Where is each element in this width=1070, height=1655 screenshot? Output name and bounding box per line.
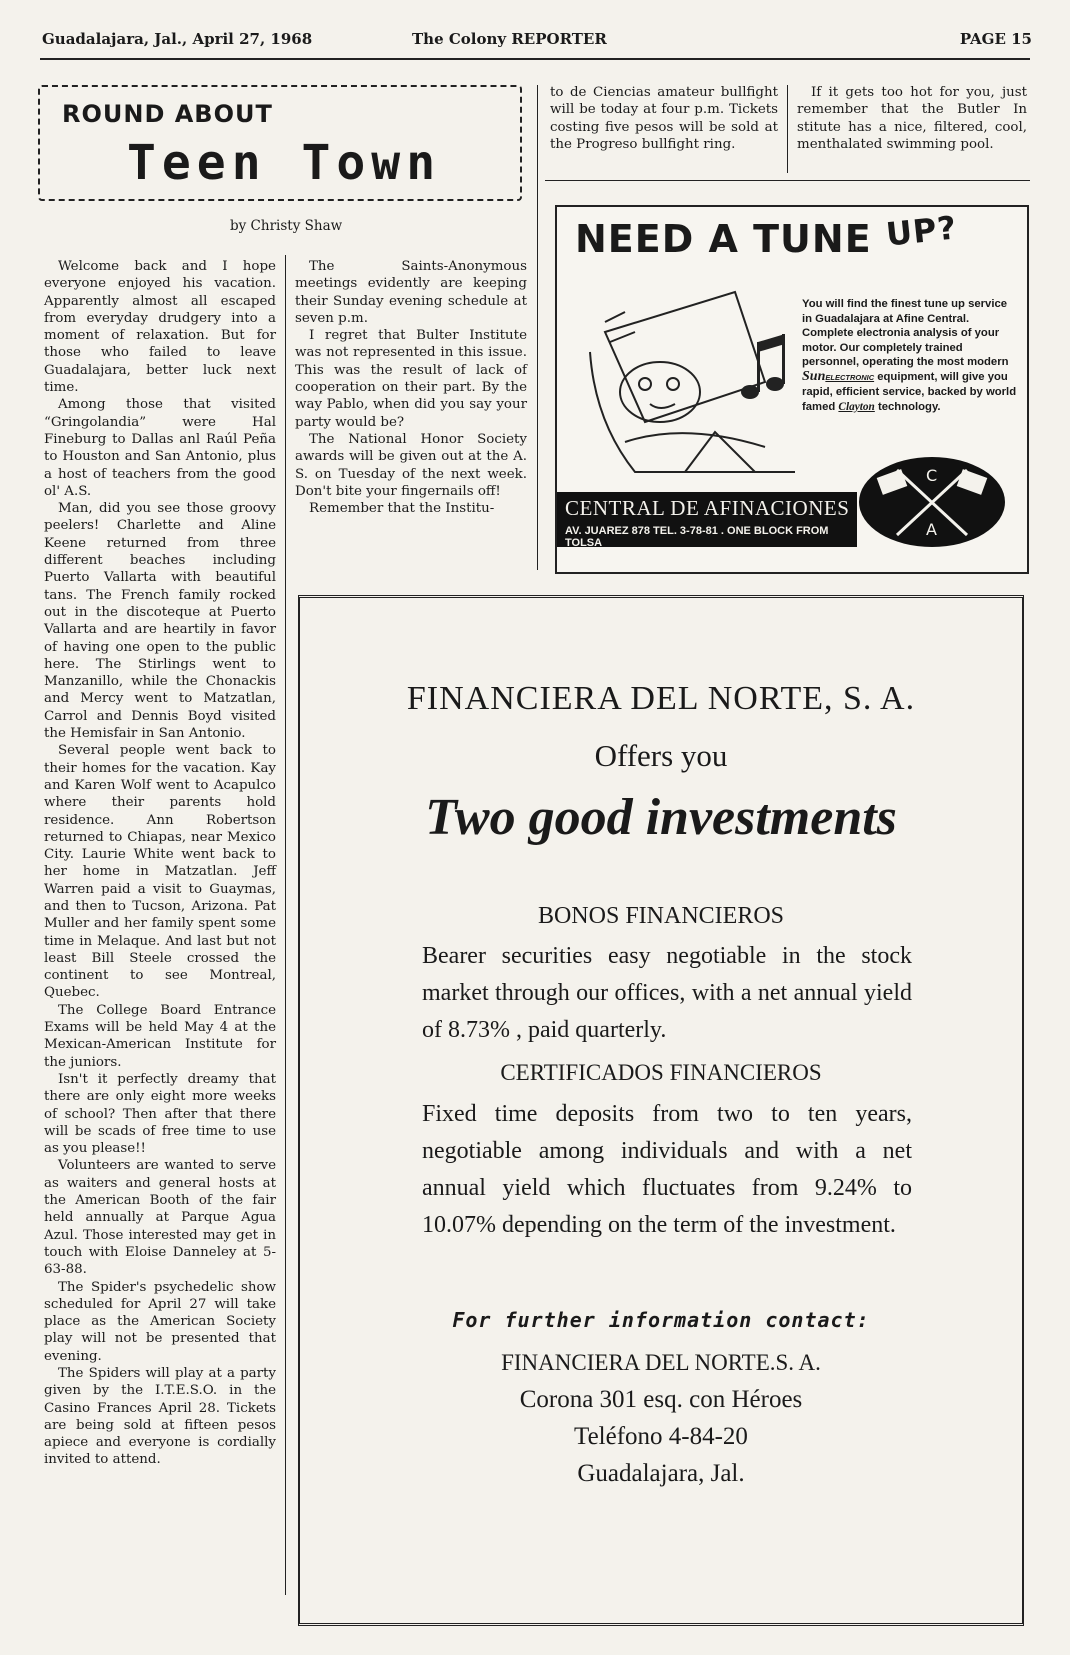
byline: by Christy Shaw (230, 218, 343, 234)
paragraph: Remember that the Institu- (309, 501, 495, 517)
ad-body-part: technology. (877, 400, 941, 413)
finance-advertisement (298, 595, 1024, 1626)
ad-body-part: You will find the finest tune up service in Guadalajara at Afine Central. Complete electronia analysis of your motor. Our completely trained personnel, operating the most modern (802, 298, 1009, 368)
ad-headline-up: UP? (884, 208, 959, 254)
column-kicker: ROUND ABOUT (62, 100, 273, 128)
column-divider (285, 255, 286, 1595)
masthead (42, 30, 1032, 52)
logo-letter-c: C (926, 466, 938, 485)
paragraph: The Spider's psychedelic show scheduled for April 27 will take place as the American Society play will not be presented that evening. (44, 1279, 276, 1364)
dateline: Guadalajara, Jal., April 27, 1968 (42, 30, 313, 48)
section-rule (545, 180, 1030, 181)
business-name: CENTRAL DE AFINACIONES (565, 496, 850, 520)
article-column-1 (44, 258, 276, 1469)
article-column-2 (295, 258, 527, 517)
paragraph: The National Honor Society awards will be given out at the A. S. on Tuesday of the next week. Don't bite your fingernails off! (295, 431, 527, 499)
business-address: AV. JUAREZ 878 TEL. 3-78-81 . ONE BLOCK FROM TOLSA (565, 525, 829, 549)
ad-offers-line: Offers you (594, 738, 728, 773)
column-title: Teen Town (127, 135, 442, 191)
paragraph: I regret that Bulter Institute was not represented in this issue. This was the result of lack of cooperation on their part. By the way Pablo, when did you say your party would be? (295, 328, 527, 430)
driver-illustration (565, 272, 805, 487)
electronic-logo-text: ELECTRONIC (825, 372, 875, 382)
paragraph: Man, did you see those groovy peelers! Charlette and Aline Keene returned from three different beaches including Puerto Vallarta with beautiful tans. The French family rocked out in the discoteque at Puerto Vallarta and are heartily in favor of having one open to the public here. The Stirlings went to Manzanillo, while the Chonackis and Mercy went to Matzatlan, Carrol and Dennis Boyd visited the Hemisfair in San Antonio. (44, 501, 276, 742)
ad-headline: Two good investments (425, 789, 897, 846)
certificados-title: CERTIFICADOS FINANCIEROS (500, 1060, 822, 1085)
article-column-4 (797, 84, 1027, 153)
bonos-description: Bearer securities easy negotiable in the stock market through our offices, with a net annual yield of 8.73% , paid quarterly. (422, 943, 912, 1043)
sun-electronic-logo (802, 368, 875, 384)
business-banner (557, 492, 857, 547)
certificados-description: Fixed time deposits from two to ten years, negotiable among individuals and with a net annual yield which fluctuates from 9.24% to 10.07% depending on the term of the investment. (422, 1101, 912, 1238)
contact-phone: Teléfono 4-84-20 (574, 1423, 748, 1450)
clayton-logo: Clayton (838, 400, 875, 413)
checkered-flags-logo (857, 455, 1007, 550)
bonos-title: BONOS FINANCIEROS (537, 903, 785, 929)
paragraph: Several people went back to their homes for the vacation. Kay and Karen Wolf went to Acapulco where their parents hold residence. Ann Robertson returned to Chiapas, near Mexico City. Laurie White went back to her home in Matzatlan. Jeff Warren paid a visit to Guaymas, and then to Tucson, Arizona. Pat Muller and her family spent some time in Melaque. And last but not least Bill Steele crossed the continent to see Montreal, Quebec. (44, 743, 276, 1001)
ad-headline-main: NEED A TUNE (575, 217, 872, 261)
ad-body-text (802, 297, 1017, 414)
paragraph: The Spiders will play at a party given by the I.T.E.S.O. in the Casino Frances April 28. Tickets are being sold at fifteen pesos apiece and everyone is cordially invited to attend. (44, 1366, 276, 1468)
contact-label: For further information contact: (452, 1308, 870, 1332)
newspaper-name: The Colony REPORTER (412, 30, 607, 48)
ad-company-name: FINANCIERA DEL NORTE, S. A. (406, 680, 916, 717)
paragraph: The College Board Entrance Exams will be held May 4 at the Mexican-American Institute for the juniors. (44, 1002, 276, 1070)
paragraph: Isn't it perfectly dreamy that there are only eight more weeks of school? Then after that there will be scads of free time to use as you please!! (44, 1071, 276, 1157)
article-column-3 (550, 84, 778, 153)
ad-body-part: equipment, will give you rapid, efficient service, backed by world famed (802, 370, 1017, 413)
svg-text:© (571, 486, 584, 487)
page-number: PAGE 15 (959, 30, 1032, 48)
column-divider (537, 85, 538, 570)
contact-city: Guadalajara, Jal. (577, 1460, 745, 1487)
logo-letter-a: A (926, 520, 937, 539)
tune-up-advertisement (555, 205, 1029, 574)
paragraph: The Saints-Anonymous meetings evidently are keeping their Sunday evening schedule at seven p.m. (295, 259, 527, 326)
paragraph: to de Ciencias amateur bullfight will be today at four p.m. Tickets costing five pesos will be sold at the Progreso bullfight ring. (550, 85, 778, 152)
ad-headline (575, 208, 959, 261)
paragraph: If it gets too hot for you, just remember that the Butler In stitute has a nice, filtered, cool, menthalated swimming pool. (797, 85, 1027, 152)
column-divider (787, 85, 788, 173)
sun-logo-text: Sun (802, 368, 826, 384)
paragraph: Among those that visited “Gringolandia” were Hal Fineburg to Dallas anl Raúl Peña to Houston and San Antonio, plus a host of teachers from the good ol' A.S. (44, 397, 276, 499)
contact-address: Corona 301 esq. con Héroes (519, 1386, 803, 1413)
contact-company: FINANCIERA DEL NORTE.S. A. (501, 1350, 821, 1375)
paragraph: Welcome back and I hope everyone enjoyed his vacation. Apparently almost all escaped from everyday drudgery into a moment of relaxation. But for those who failed to leave Guadalajara, better luck next time. (44, 259, 276, 396)
paragraph: Volunteers are wanted to serve as waiters and general hosts at the American Booth of the fair held annually at Parque Agua Azul. Those interested may get in touch with Eloise Danneley at 5-63-88. (44, 1158, 276, 1278)
masthead-rule (40, 58, 1030, 60)
